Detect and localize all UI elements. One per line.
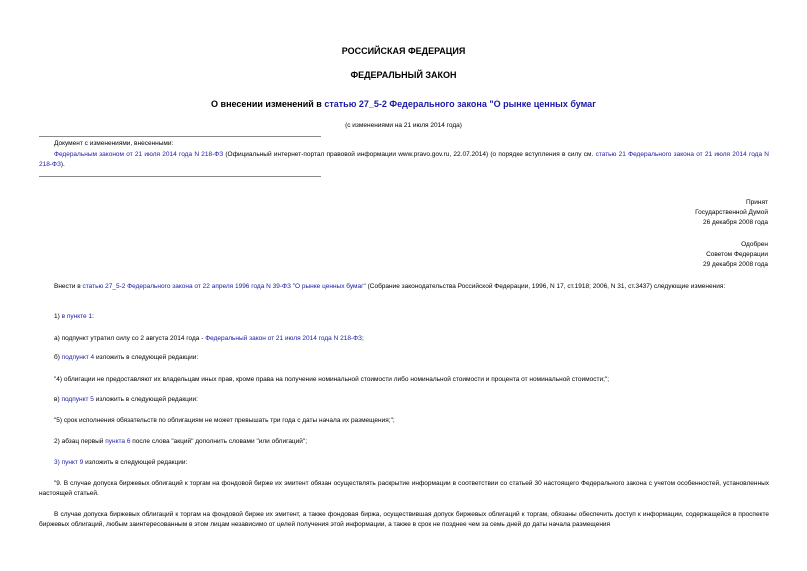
item-a — [39, 334, 769, 344]
title-link[interactable]: статью 27_5-2 Федерального закона "О рынке ценных бумаг — [324, 99, 596, 109]
approved-label: Одобрен — [741, 241, 768, 248]
item-b — [39, 353, 769, 363]
divider-top — [39, 136, 321, 137]
changes-note-end: ). — [60, 161, 65, 168]
adoption-council — [703, 240, 768, 270]
intro-paragraph — [39, 282, 769, 292]
item-2-link[interactable]: пункта 6 — [105, 438, 131, 445]
item-v-link[interactable]: подпункт 5 — [61, 396, 94, 403]
document-title — [0, 99, 807, 109]
quote-4: "4) облигации не предоставляют их владельцам иных прав, кроме права на получение номинальной стоимости либо номинальной стоимости и процента от номинальной стоимости;"; — [54, 376, 610, 383]
intro-text: Внести в — [54, 283, 83, 290]
item-1-num: 1) — [54, 313, 62, 320]
item-a-link[interactable]: Федеральный закон от 21 июля 2014 года N 218-ФЗ — [205, 335, 362, 342]
council-label: Советом Федерации — [706, 251, 768, 258]
item-v-num: в) — [54, 396, 62, 403]
item-3-link[interactable]: 3) пункт 9 — [54, 459, 84, 466]
item-b-link[interactable]: подпункт 4 — [61, 354, 95, 361]
title-prefix: О внесении изменений в — [211, 99, 325, 109]
item-2-rest: после слова "акций" дополнить словами "или облигаций"; — [130, 438, 308, 445]
accepted-label: Принят — [745, 199, 768, 206]
last-paragraph: В случае допуска биржевых облигаций к торгам на фондовой бирже их эмитент, а также фондовая биржа, осуществившая допуск биржевых облигаций к торгам, обязаны обеспечить доступ к информации, содержащейся в проспекте биржевых облигаций, любым заинтересованным в этом лицам независимо от целей получения этой информации, а также в срок не позднее чем за семь дней до даты начала размещения — [39, 511, 769, 528]
changes-note — [39, 150, 769, 170]
item-v — [39, 395, 769, 405]
doc-type-heading: ФЕДЕРАЛЬНЫЙ ЗАКОН — [350, 70, 457, 80]
divider-bottom — [39, 176, 321, 177]
item-3-text: изложить в следующей редакции: — [83, 459, 188, 466]
item-1 — [39, 312, 769, 322]
country-heading: РОССИЙСКАЯ ФЕДЕРАЦИЯ — [341, 46, 466, 56]
item-2 — [39, 437, 769, 447]
duma-label: Государственной Думой — [695, 209, 768, 216]
item-b-text: изложить в следующей редакции: — [94, 354, 199, 361]
council-date: 29 декабря 2008 года — [702, 261, 768, 268]
item-b-num: б) — [54, 354, 62, 361]
changes-note-text: (Официальный интернет-портал правовой информации www.pravo.gov.ru, 22.07.2014) (о порядке вступления в силу см. — [223, 151, 596, 158]
item-v-text: изложить в следующей редакции: — [93, 396, 198, 403]
item-a-end: ; — [361, 335, 364, 342]
item-1-link[interactable]: в пункте 1 — [61, 313, 93, 320]
item-a-text: а) подпункт утратил силу со 2 августа 2014 года - — [54, 335, 206, 342]
adoption-duma — [695, 198, 768, 228]
duma-date: 26 декабря 2008 года — [702, 219, 768, 226]
changes-article-link[interactable]: статью 21 Федерального закона от 21 июля 2014 года N 218-ФЗ — [39, 151, 769, 168]
item-3 — [39, 458, 769, 468]
quote-5: "5) срок исполнения обязательств по облигациям не может превышать три года с даты начала их размещения;"; — [54, 417, 395, 424]
item-2-text: 2) абзац первый — [54, 438, 106, 445]
intro-law-link[interactable]: статью 27_5-2 Федерального закона от 22 апреля 1996 года N 39-ФЗ "О рынке ценных бумаг" — [82, 283, 366, 290]
intro-rest: (Собрание законодательства Российской Федерации, 1996, N 17, ст.1918; 2006, N 31, ст.3437) следующие изменения: — [365, 283, 726, 290]
quote-9: "9. В случае допуска биржевых облигаций к торгам на фондовой бирже их эмитент обязан осуществлять раскрытие информации в соответствии со статьей 30 настоящего Федерального закона с учетом особенностей, установленных настоящей статьей. — [39, 480, 769, 497]
changes-law-link[interactable]: Федеральным законом от 21 июля 2014 года N 218-ФЗ — [54, 151, 224, 158]
item-1-end: : — [92, 313, 94, 320]
changes-note-label: Документ с изменениями, внесенными: — [54, 140, 174, 147]
document-subtitle: (с изменениями на 21 июля 2014 года) — [345, 122, 462, 129]
